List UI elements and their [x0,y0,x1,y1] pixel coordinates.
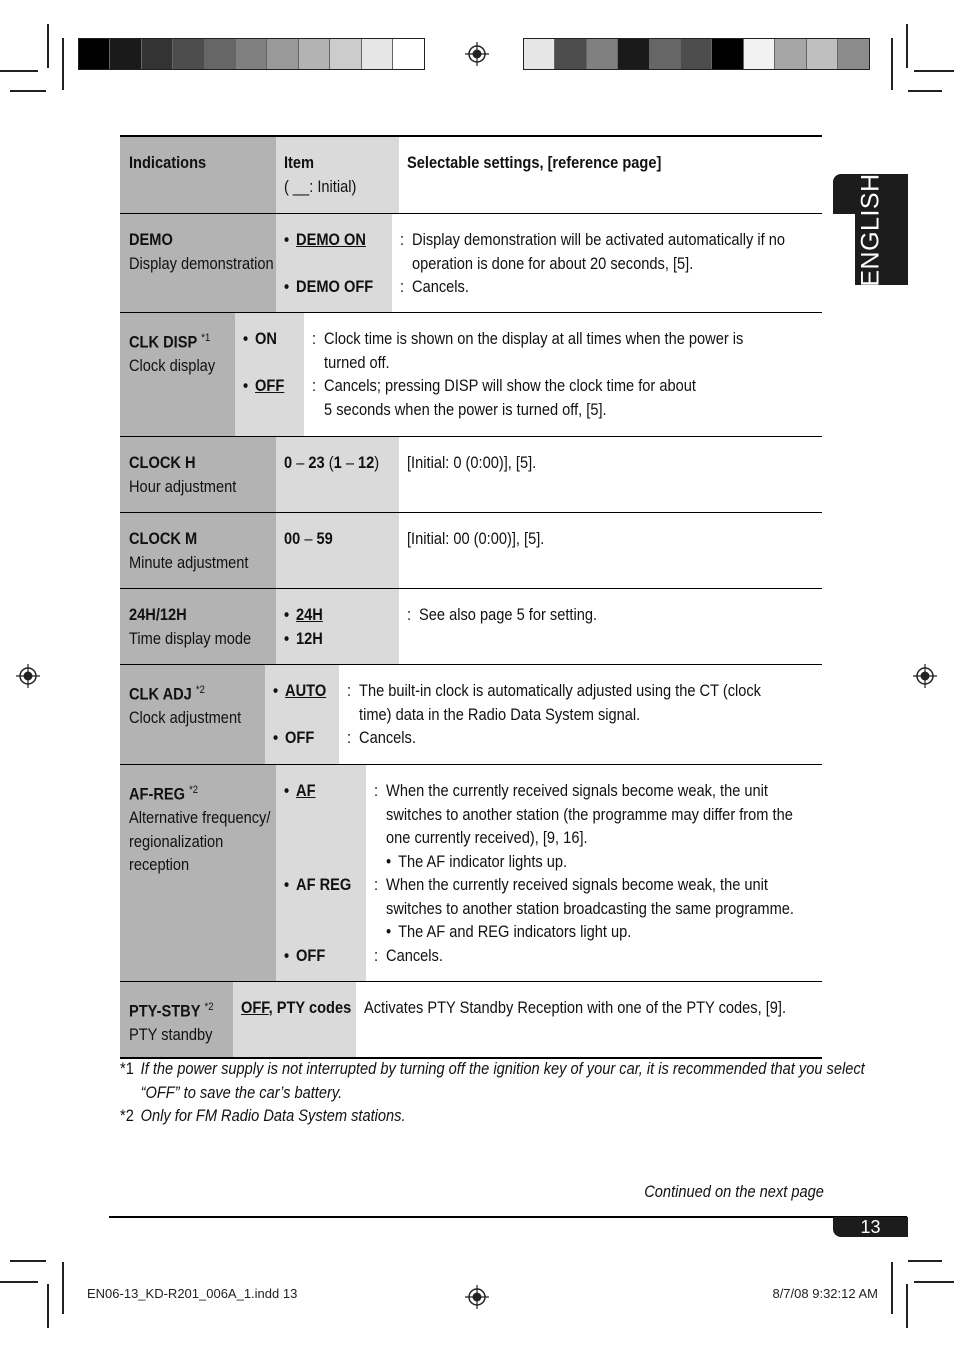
indication-desc: reception [129,855,190,875]
table-row-demo: DEMO Display demonstration • DEMO ON • DEMO OFF : Display demonstration will be activated automatically if no operation is done for about 20 seconds, [5]. : Cancels. [120,214,822,313]
header-settings: Selectable settings, [reference page] [407,153,662,172]
indication-code: DEMO [129,230,173,249]
item-option: OFF [296,945,326,965]
footnote-mark: *1 [120,1059,134,1078]
indication-desc: Minute adjustment [129,552,249,572]
settings-table [120,135,822,1059]
color-swatch [173,39,204,69]
footnote-1 [120,1057,865,1104]
setting-text: turned off. [324,352,391,372]
color-swatch [267,39,298,69]
color-swatch [807,39,838,69]
color-swatch [330,39,361,69]
setting-text: When the currently received signals become weak, the unit [386,875,769,894]
registration-mark-icon [16,664,40,688]
color-swatch [587,39,618,69]
crop-mark [47,24,49,68]
crop-mark [0,1281,38,1283]
footnote-2 [120,1104,406,1128]
table-row-clock-h [120,437,822,513]
crop-mark [0,70,38,72]
color-swatch [744,39,775,69]
crop-mark [914,70,954,72]
footer-rule [109,1216,907,1218]
color-swatch [775,39,806,69]
table-row-af-reg: AF-REG $^{*2}$ Alternative frequency/ regionalization reception • AF • AF REG • OFF : When the currently received signals become weak, the unit switches to another station (the programme may differ from the one currently received), [9, 16]. • The AF indicator lights up. : When the currently received signals become weak, the unit switches to another station broadcasting the same programme. • The AF and REG indicators light up. : Cancels. [120,765,822,982]
crop-mark [908,1260,942,1262]
color-swatch [838,39,869,69]
setting-text: Activates PTY Standby Reception with one of the PTY codes, [9]. [364,998,787,1017]
setting-text: operation is done for about 20 seconds, [5]. [411,253,693,273]
color-swatch [712,39,743,69]
header-item-sub: ( __: Initial) [284,176,357,196]
color-swatch [362,39,393,69]
footnote-mark: *2 [120,1106,134,1125]
item-option: AUTO [285,681,327,700]
footnote-text: If the power supply is not interrupted by turning off the ignition key of your car, it is recommended that you select [140,1059,865,1078]
item-option: 24H [296,605,323,624]
table-header-row [120,137,822,214]
crop-mark [906,24,908,68]
indication-desc: Alternative frequency/ [129,808,271,828]
setting-text: switches to another station broadcasting the same programme. [386,898,795,918]
registration-mark-icon [465,1285,489,1309]
setting-text: When the currently received signals become weak, the unit [386,781,769,800]
indication-code: 24H/12H [129,605,187,624]
item-option: ON [255,329,278,348]
color-swatch [555,39,586,69]
setting-text: Cancels. [411,277,469,296]
setting-text: Clock time is shown on the display at all times when the power is [324,329,744,348]
crop-mark [906,1284,908,1328]
header-item: Item [284,153,315,172]
crop-mark [891,38,893,90]
item-option: AF [296,781,316,800]
footnote-ref: *1 [201,332,211,344]
color-swatch [142,39,173,69]
indication-code: CLK DISP [129,332,198,352]
slug-file: EN06-13_KD-R201_006A_1.indd 13 [87,1286,298,1301]
setting-text: Cancels. [359,728,417,747]
color-swatch [205,39,236,69]
item-option: DEMO OFF [296,277,374,296]
footnote-ref: *2 [189,784,199,796]
table-row-clock-m [120,513,822,589]
color-swatch [110,39,141,69]
setting-note: The AF indicator lights up. [398,851,568,871]
footnote-text: “OFF” to save the car’s battery. [140,1082,343,1102]
page-number: 13 [833,1217,908,1237]
setting-text: See also page 5 for setting. [419,605,598,624]
color-swatch [79,39,110,69]
footnote-text: Only for FM Radio Data System stations. [140,1106,406,1125]
crop-mark [10,1260,46,1262]
color-swatch [524,39,555,69]
item-option: OFF [241,998,269,1017]
crop-mark [908,90,942,92]
setting-text: one currently received), [9, 16]. [386,828,588,847]
table-row-pty-stby [120,982,822,1057]
indication-desc: Clock display [129,356,216,376]
slug-datetime: 8/7/08 9:32:12 AM [772,1286,878,1301]
indication-desc: Time display mode [129,628,252,648]
indication-code: PTY-STBY [129,1001,201,1021]
setting-text: Cancels; pressing DISP will show the clock time for about [324,376,697,395]
crop-mark [62,38,64,90]
table-row-clk-disp: CLK DISP $^{*1}$ Clock display • ON • OFF : Clock time is shown on the display at all times when the power is turned off. : Cancels; pressing DISP will show the clock time for about 5 seconds when the power is turned off, [5]. [120,313,822,437]
indication-desc: regionalization [129,831,224,851]
setting-text: switches to another station (the programme may differ from the [386,804,794,824]
item-option: OFF [285,728,315,747]
indication-desc: PTY standby [129,1025,213,1045]
item-option: DEMO ON [296,230,366,249]
setting-note: The AF and REG indicators light up. [398,922,632,941]
indication-code: AF-REG [129,784,186,804]
indication-desc: Clock adjustment [129,708,242,728]
registration-mark-icon [913,664,937,688]
crop-mark [891,1262,893,1314]
language-tab-label: ENGLISH [856,172,884,287]
registration-mark-icon [465,42,489,66]
color-swatch [299,39,330,69]
setting-text: Cancels. [386,945,444,965]
footnote-ref: *2 [204,1001,214,1013]
setting-text: [Initial: 0 (0:00)], [5]. [407,453,537,472]
crop-mark [914,1281,954,1283]
color-swatch [393,39,424,69]
color-swatch [650,39,681,69]
setting-text: The built-in clock is automatically adjusted using the CT (clock [359,681,762,700]
crop-mark [10,90,46,92]
setting-text: 5 seconds when the power is turned off, [5]. [324,399,608,419]
footnote-ref: *2 [195,684,205,696]
continued-note: Continued on the next page [644,1182,824,1201]
header-indications: Indications [129,153,207,172]
table-row-time-mode: 24H/12H Time display mode • 24H • 12H : See also page 5 for setting. [120,589,822,665]
item-range: 0 – 23 (1 – 12) [284,453,380,472]
indication-code: CLOCK M [129,529,198,548]
setting-text: time) data in the Radio Data System signal. [359,704,641,724]
item-option: OFF [255,376,285,395]
item-option: , PTY codes [268,998,352,1017]
item-option: 12H [296,628,323,648]
crop-mark [62,1262,64,1314]
setting-text: Display demonstration will be activated automatically if no [411,230,785,249]
indication-desc: Display demonstration [129,253,274,273]
item-option: AF REG [296,875,352,894]
color-swatch [236,39,267,69]
indication-desc: Hour adjustment [129,476,237,496]
table-row-clk-adj: CLK ADJ $^{*2}$ Clock adjustment • AUTO • OFF : The built-in clock is automatically adjusted using the CT (clock time) data in the Radio Data System signal. : Cancels. [120,665,822,765]
item-range: 00 – 59 [284,529,333,548]
indication-code: CLOCK H [129,453,196,472]
setting-text: [Initial: 00 (0:00)], [5]. [407,529,545,548]
color-swatch [681,39,712,69]
crop-mark [47,1284,49,1328]
color-bar-right [523,38,870,70]
color-swatch [618,39,649,69]
color-bar-left [78,38,425,70]
indication-code: CLK ADJ [129,684,192,704]
